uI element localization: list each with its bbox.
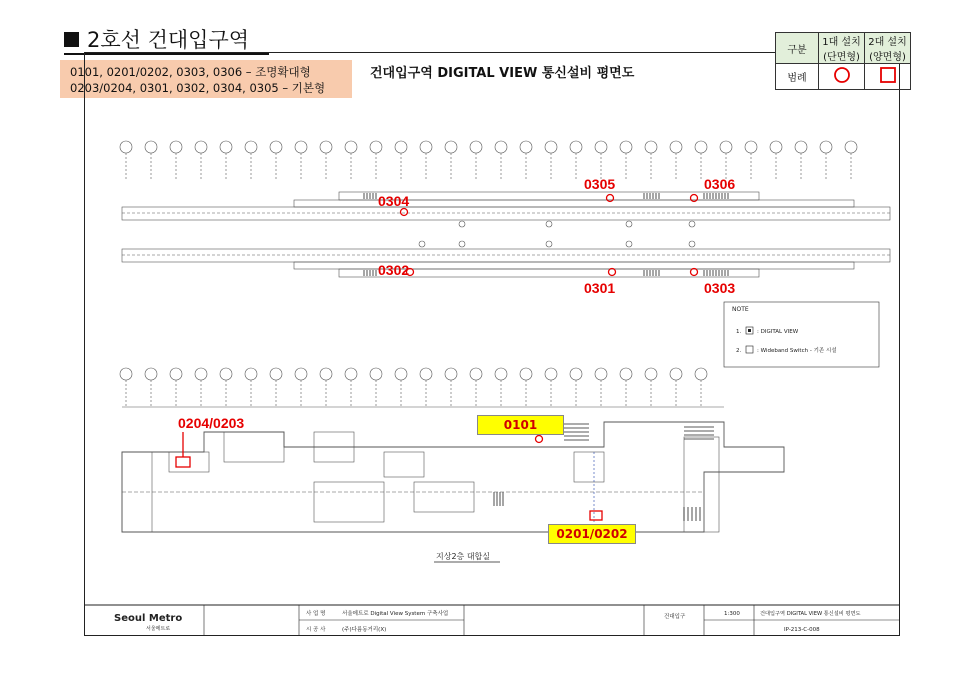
- device-0301-symbol: [609, 269, 616, 276]
- column-grid-bubble: [720, 141, 732, 153]
- column-grid-bubble: [845, 141, 857, 153]
- column-grid-bubble: [445, 141, 457, 153]
- note-title: NOTE: [732, 306, 749, 313]
- column-grid-bubble: [195, 368, 207, 380]
- drawing-name: 건대입구역 DIGITAL VIEW 통신설비 평면도: [760, 611, 861, 617]
- device-0201-symbol: [590, 511, 602, 520]
- column-grid-bubble: [170, 141, 182, 153]
- drawing-title: 건대입구역 DIGITAL VIEW 통신설비 평면도: [370, 66, 635, 81]
- square-bullet-icon: [64, 32, 79, 47]
- device-0306-symbol: [691, 195, 698, 202]
- column-grid-bubble: [145, 368, 157, 380]
- label-0201-0202: 0201/0202: [548, 524, 636, 544]
- page-title-text: 2호선 건대입구역: [87, 28, 250, 52]
- logo-subtext: 서울메트로: [146, 626, 171, 632]
- device-0305-symbol: [607, 195, 614, 202]
- column-grid-bubble: [220, 368, 232, 380]
- marker-0305: 0305: [584, 176, 616, 192]
- project-label: 사 업 명: [306, 611, 326, 617]
- legend-row-label: 범례: [776, 64, 819, 90]
- marker-0304: 0304: [378, 193, 410, 209]
- column-grid-bubble: [345, 141, 357, 153]
- marker-0204-0203: 0204/0203: [178, 415, 245, 431]
- contractor-label: 시 공 사: [306, 627, 326, 633]
- marker-0301: 0301: [584, 280, 616, 296]
- column-grid-bubble: [520, 141, 532, 153]
- platform-track-2: [122, 249, 890, 262]
- column-grid-bubble: [620, 141, 632, 153]
- column-grid-bubble: [245, 368, 257, 380]
- device-0204-symbol: [176, 457, 190, 467]
- notes-line-1: 0101, 0201/0202, 0303, 0306 – 조명확대형: [70, 65, 311, 79]
- column-grid-bubble: [670, 141, 682, 153]
- legend-header-single-l1: 1대 설치: [822, 37, 861, 48]
- marker-0303: 0303: [704, 280, 736, 296]
- floor-plan-drawing: [84, 52, 900, 636]
- station-name: 건대입구: [664, 614, 686, 620]
- column-grid-bubble: [370, 368, 382, 380]
- device-0304-symbol: [401, 209, 408, 216]
- column-grid-bubble: [395, 141, 407, 153]
- column-grid-bubble: [245, 141, 257, 153]
- column-grid-bubble: [695, 141, 707, 153]
- note-item1-num: 1.: [736, 329, 742, 335]
- column-grid-bubble: [570, 368, 582, 380]
- column-grid-bubble: [195, 141, 207, 153]
- project-name: 서울메트로 Digital View System 구축사업: [342, 611, 449, 617]
- column-grid-bubble: [445, 368, 457, 380]
- column-grid-bubble: [795, 141, 807, 153]
- contractor-name: (주)다름동거리(X): [342, 627, 387, 633]
- column-grid-bubble: [520, 368, 532, 380]
- scale: 1:300: [724, 611, 740, 617]
- legend-header-double-l2: (양면형): [869, 52, 906, 63]
- column-grid-bubble: [320, 368, 332, 380]
- column-grid-bubble: [645, 141, 657, 153]
- column-grid-bubble: [270, 141, 282, 153]
- drawing-number: IP-213-C-008: [784, 627, 820, 633]
- note-item2-text: : Wideband Switch - 기존 시설: [757, 348, 837, 354]
- column-grid-bubble: [320, 141, 332, 153]
- column-grid-bubble: [695, 368, 707, 380]
- device-0101-symbol: [536, 436, 543, 443]
- marker-0302: 0302: [378, 262, 410, 278]
- column-grid-bubble: [620, 368, 632, 380]
- column-grid-bubble: [770, 141, 782, 153]
- column-grid-bubble: [495, 368, 507, 380]
- device-0303-symbol: [691, 269, 698, 276]
- column-grid-bubble: [120, 141, 132, 153]
- legend-header-category: 구분: [776, 33, 819, 64]
- column-grid-bubble: [545, 141, 557, 153]
- column-grid-bubble: [220, 141, 232, 153]
- column-grid-bubble: [495, 141, 507, 153]
- platform-track-1: [122, 207, 890, 220]
- page-title: [64, 24, 249, 54]
- note-item2-num: 2.: [736, 348, 742, 354]
- column-grid-bubble: [345, 368, 357, 380]
- column-grid-bubble: [395, 368, 407, 380]
- column-grid-bubble: [420, 141, 432, 153]
- column-grid-bubble: [370, 141, 382, 153]
- legend-header-double-l1: 2대 설치: [868, 37, 907, 48]
- column-grid-bubble: [120, 368, 132, 380]
- label-0101: 0101: [477, 415, 564, 435]
- notes-line-2: 0203/0204, 0301, 0302, 0304, 0305 – 기본형: [70, 81, 326, 95]
- floor-label: 지상2층 대합실: [436, 552, 491, 561]
- switch-symbol-icon: [746, 346, 753, 353]
- column-grid-bubble: [645, 368, 657, 380]
- column-grid-bubble: [545, 368, 557, 380]
- column-grid-bubble: [820, 141, 832, 153]
- column-grid-bubble: [295, 141, 307, 153]
- note-item1-text: : DIGITAL VIEW: [757, 329, 799, 335]
- marker-0306: 0306: [704, 176, 736, 192]
- column-grid-bubble: [595, 368, 607, 380]
- legend-header-single-l2: (단면형): [823, 52, 860, 63]
- logo-text: Seoul Metro: [114, 613, 183, 624]
- column-grid-bubble: [670, 368, 682, 380]
- column-grid-top: [120, 141, 857, 408]
- column-grid-bubble: [295, 368, 307, 380]
- column-grid-bubble: [170, 368, 182, 380]
- digital-view-symbol-fill: [748, 329, 751, 332]
- column-grid-bubble: [420, 368, 432, 380]
- column-grid-bubble: [270, 368, 282, 380]
- column-grid-bubble: [470, 368, 482, 380]
- column-grid-bubble: [470, 141, 482, 153]
- column-grid-bubble: [595, 141, 607, 153]
- column-grid-bubble: [745, 141, 757, 153]
- column-grid-bubble: [570, 141, 582, 153]
- column-grid-bubble: [145, 141, 157, 153]
